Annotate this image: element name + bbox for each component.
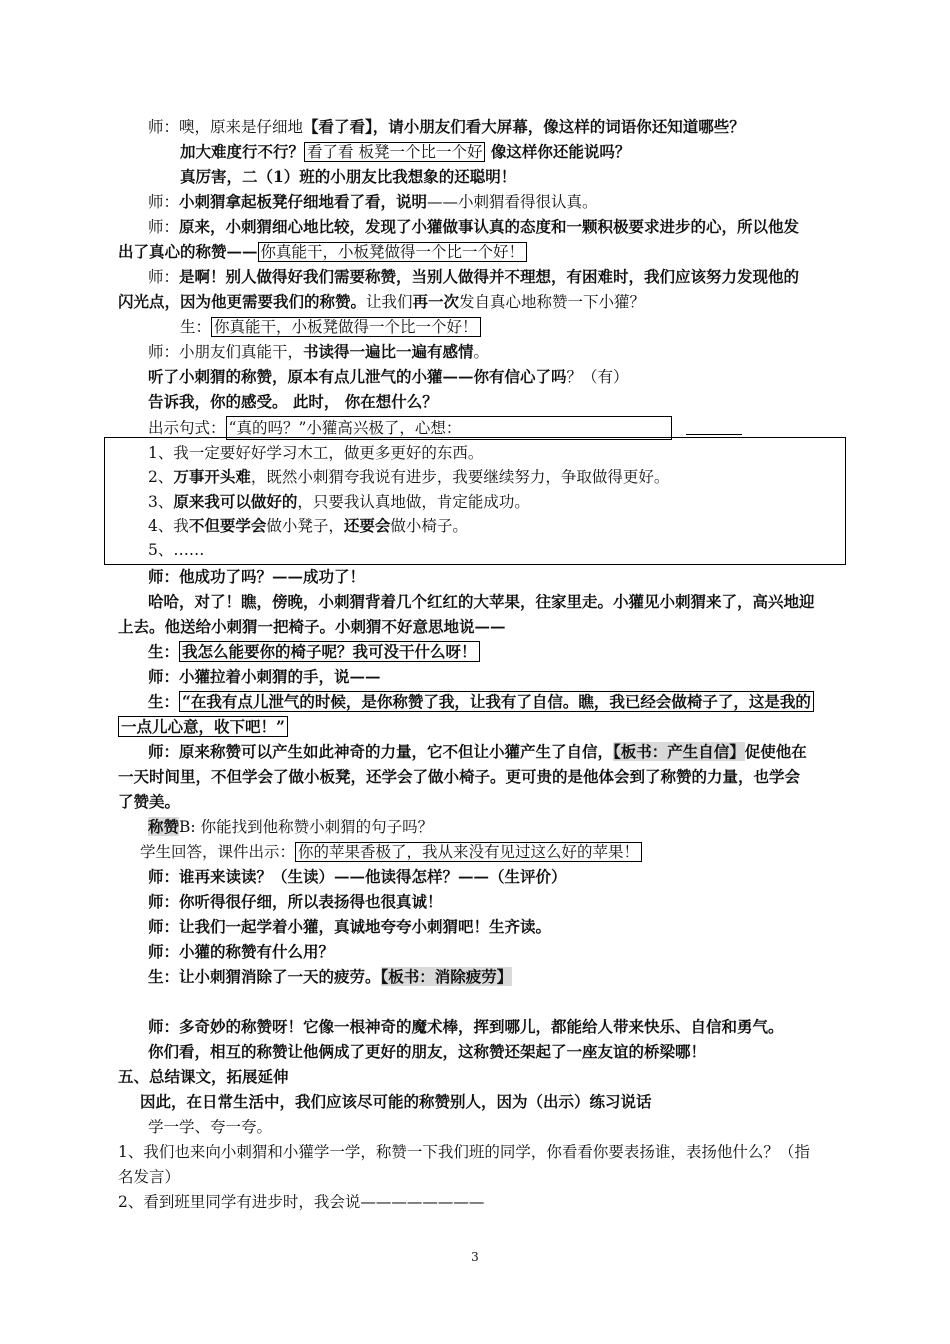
text: 上去。他送给小刺猬一把椅子。小刺猬不好意思地说—— [118,617,506,636]
boxed-phrase: 你真能干，小板凳做得一个比一个好！ [258,242,528,262]
text-line-37 [148,1041,706,1063]
teacher-line-34 [148,941,334,963]
text-line-21 [118,616,506,638]
text: 学生回答，课件出示： [140,843,296,861]
list-item [148,515,468,537]
page-number: 3 [471,1250,479,1264]
teacher-line-26 [148,741,807,763]
text: 1、我们也来向小刺猬和小獾学一学，称赞一下我们班的同学，你看看你要表扬谁，表扬他什么？（指 [118,1143,810,1161]
text: 2、看到班里同学有进步时，我会说———————— [118,1193,485,1211]
student-line-9 [180,316,481,338]
text-line-12 [148,391,438,413]
text: 师：小朋友们真能干， [148,343,304,361]
teacher-line-19 [148,566,365,588]
list-item [148,466,669,488]
text: 是啊！别人做得好我们需要称赞，当别人做得并不理想，有困难时，我们应该努力发现他的 [179,267,800,286]
text-line-40 [148,1116,272,1138]
text: 3、 [148,493,174,511]
list-item [148,491,530,513]
teacher-line-33 [148,916,551,938]
boxed-phrase: “在我有点儿泄气的时候，是你称赞了我，让我有了自信。瞧，我已经会做椅子了，这是我的 [179,691,814,712]
text: 不但要学会 [188,516,267,535]
text: 告诉我，你的感受。 此时， 你在想什么？ [148,392,438,411]
text: 生： [148,642,180,661]
underline [686,434,742,435]
boxed-phrase: 我怎么能要你的椅子呢？我可没干什么呀！ [179,641,480,662]
text-line-3 [180,166,516,188]
text: 真厉害，二（1）班的小朋友比我想象的还聪明！ [180,167,517,186]
teacher-line-32 [148,891,443,913]
teacher-line-23 [148,666,381,688]
text-line-30 [140,841,642,863]
text: ，既然小刺猬夸我说有进步，我要继续努力，争取做得更好。 [250,468,670,486]
teacher-line-7 [148,266,799,288]
text: 加大难度行不行？ [180,142,305,161]
text: 哈哈，对了！瞧，傍晚，小刺猬背着几个红红的大苹果，往家里走。小獾见小刺猬来了，高兴地迎 [148,592,815,611]
teacher-line-31 [148,866,567,888]
text: 出了真心的称赞—— [118,242,258,261]
text: 师：原来称赞可以产生如此神奇的力量，它不但让小獾产生了自信， [148,742,614,761]
text: 师：你听得很仔细，所以表扬得也很真诚！ [148,892,443,911]
text: 原来我可以做好的 [173,492,298,511]
text-line-2 [180,141,630,163]
text: 五、总结课文，拓展延伸 [118,1067,289,1086]
boxed-phrase: 你的苹果香极了，我从来没有见过这么好的苹果！ [295,842,642,862]
text: ，只要我认真地做，肯定能成功。 [297,493,530,511]
text: 师：他成功了吗？——成功了！ [148,567,366,586]
highlighted-word: 称赞 [148,817,180,836]
text: 发自真心地称赞一下小獾？ [459,293,646,311]
text: 小刺猬拿起板凳仔细地看了看，说明 [179,192,428,211]
text-line-43 [118,1191,484,1213]
text: 师：小獾的称赞有什么用？ [148,942,335,961]
text: 生： [148,692,180,711]
text: 生：让小刺猬消除了一天的疲劳。 [148,967,381,986]
text: ——小刺猬看得很认真。 [427,193,598,211]
boxed-phrase: 看了看 板凳一个比一个好 [304,142,485,162]
text-line-27 [118,766,800,788]
text: 师：谁再来读读？（生读）——他读得怎样？——（生评价） [148,867,567,886]
student-line-24 [148,691,814,713]
text: 促使他在 [744,742,807,761]
list-item [148,442,483,464]
text: ？（有） [566,368,629,386]
text: 师：小獾拉着小刺猬的手，说—— [148,667,381,686]
boxed-phrase: 你真能干，小板凳做得一个比一个好！ [211,317,481,337]
section-heading [118,1066,289,1088]
text: 原来，小刺猬细心地比较，发现了小獾做事认真的态度和一颗积极要求进步的心，所以他发 [179,217,800,236]
board-note: 【板书：消除疲劳】 [380,967,513,986]
text-line-8 [118,291,645,313]
text: 再一次 [412,292,460,311]
teacher-line-1 [148,116,745,138]
teacher-line-4 [148,191,598,213]
board-note: 【板书：产生自信】 [613,742,745,761]
text-line-29 [148,816,433,838]
text: 了赞美。 [118,792,181,811]
text: 做小椅子。 [390,517,468,535]
text: 因此，在日常生活中，我们应该尽可能的称赞别人，因为（出示）练习说话 [140,1092,652,1111]
text: B: [179,818,196,836]
text: 还要会 [343,516,391,535]
boxed-phrase: “真的吗？”小獾高兴极了，心想： [226,416,672,440]
text-line-39 [140,1091,652,1113]
text-line-6 [118,241,527,263]
teacher-line-10 [148,341,489,363]
text: 学一学、夸一夸。 [148,1118,273,1136]
text: 万事开头难 [173,467,251,486]
boxed-phrase: 一点儿心意，收下吧！” [118,716,288,737]
text: 书读得一遍比一遍有感情 [303,342,474,361]
teacher-line-5 [148,216,799,238]
text: 像这样你还能说吗？ [485,142,631,161]
text: 【看了看】，请小朋友们看大屏幕，像这样的词语你还知道哪些？ [303,117,745,136]
text: 4、我 [148,517,189,535]
text: 一天时间里，不但学会了做小板凳，还学会了做小椅子。更可贵的是他体会到了称赞的力量，也学会 [118,767,801,786]
text: 你能找到他称赞小刺猬的句子吗？ [195,818,434,836]
text: 闪光点，因为他更需要我们的称赞。 [118,292,367,311]
text: 师：让我们一起学着小獾，真诚地夸夸小刺猬吧！生齐读。 [148,917,552,936]
text: 生： [180,318,212,336]
text: 师：多奇妙的称赞呀！它像一根神奇的魔术棒，挥到哪儿，都能给人带来快乐、自信和勇气。 [148,1017,784,1036]
text: 你们看，相互的称赞让他俩成了更好的朋友，这称赞还架起了一座友谊的桥梁哪！ [148,1042,707,1061]
text: 师： [148,193,180,211]
student-line-35 [148,966,512,988]
text: 。 [473,343,490,361]
text-line-11 [148,366,629,388]
text: 2、 [148,468,174,486]
text: 师：噢，原来是仔细地 [148,118,304,136]
text-line-42 [118,1166,180,1188]
text-line-25 [118,716,288,738]
text: 5、…… [148,541,205,559]
text: 1、我一定要好好学习木工，做更多更好的东西。 [148,444,484,462]
teacher-line-36 [148,1016,784,1038]
text-line-41 [118,1141,810,1163]
text: 出示句式： [148,419,226,437]
text-line-20 [148,591,815,613]
text: 名发言） [118,1168,181,1186]
text: 做小凳子， [266,517,344,535]
text: 师： [148,218,180,236]
text-line-28 [118,791,180,813]
student-line-22 [148,641,480,663]
text: 听了小刺猬的称赞，原本有点儿泄气的小獾——你有信心了吗 [148,367,567,386]
text: 让我们 [366,293,413,311]
list-item [148,539,204,561]
text: 师： [148,268,180,286]
